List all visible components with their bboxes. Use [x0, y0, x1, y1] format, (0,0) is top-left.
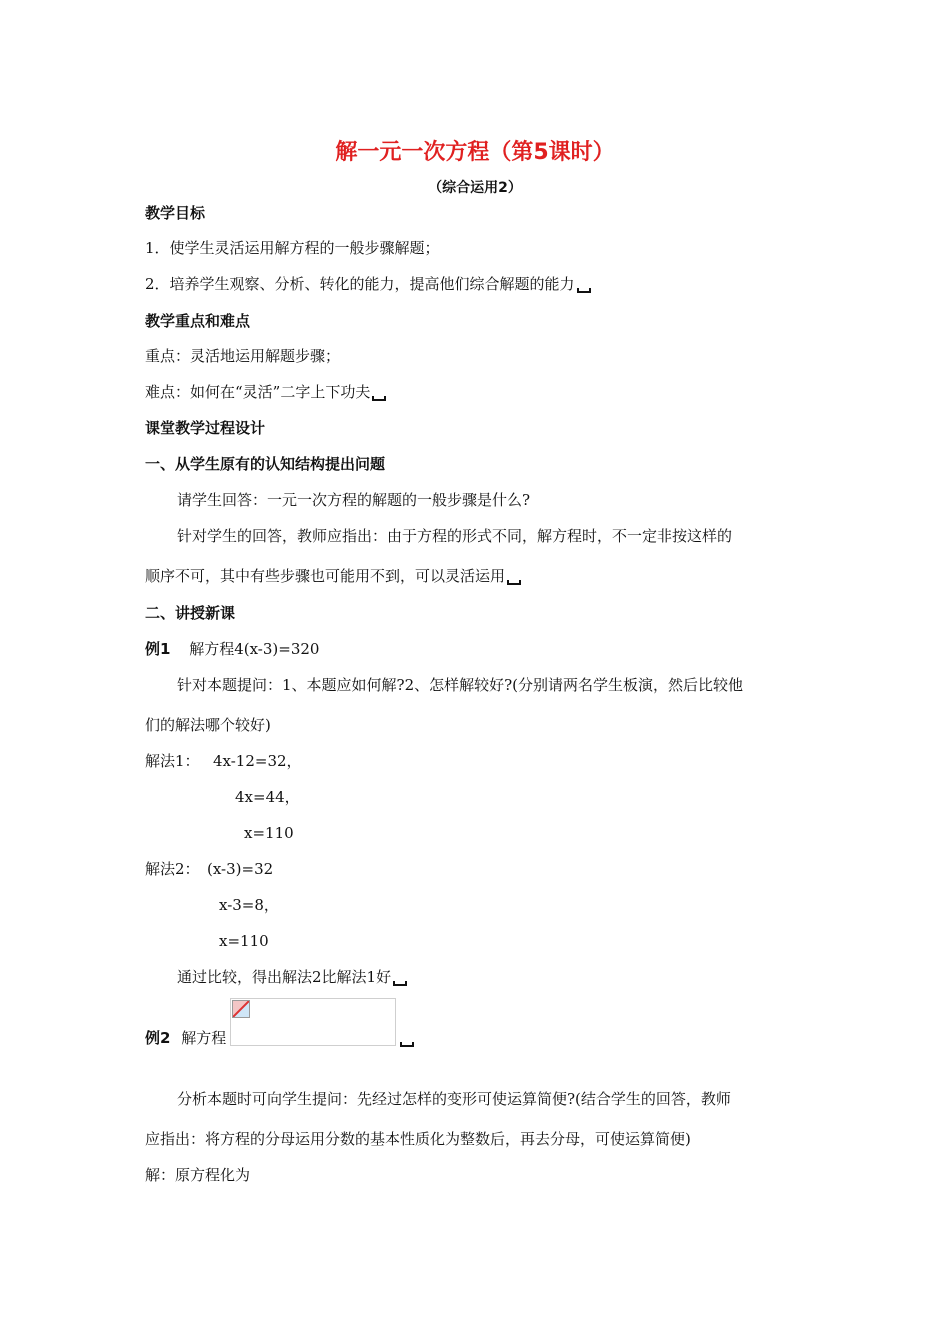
page-title: 解一元一次方程（第5课时）	[335, 140, 615, 165]
page-subtitle: （综合运用2）	[428, 180, 522, 196]
goal-item-2: 2．培养学生观察、分析、转化的能力，提高他们综合解题的能力	[145, 274, 591, 294]
goals-heading: 教学目标	[145, 204, 206, 222]
method2-label: 解法2：	[145, 860, 200, 878]
method1-label: 解法1：	[145, 752, 200, 770]
example1-question-line-2: 们的解法哪个较好)	[145, 716, 271, 734]
section1-heading: 一、从学生原有的认知结构提出问题	[145, 455, 386, 473]
example1-question-line-1: 针对本题提问：1、本题应如何解?2、怎样解较好?(分别请两名学生板演，然后比较他	[177, 676, 744, 694]
paragraph-mark-icon	[577, 288, 591, 293]
example2-label: 例2	[145, 1029, 171, 1047]
method1-step-3: x=110	[244, 824, 294, 842]
section2-heading: 二、讲授新课	[145, 604, 236, 622]
method2-step-1: (x-3)=32	[207, 860, 274, 878]
example2-problem: 解方程	[181, 1029, 227, 1047]
section1-paragraph-1: 请学生回答：一元一次方程的解题的一般步骤是什么?	[177, 491, 531, 509]
keypoint-difficulty: 难点：如何在“灵活”二字上下功夫	[145, 382, 386, 402]
paragraph-mark-icon	[372, 396, 386, 401]
example1-label: 例1	[145, 640, 171, 658]
method2-step-3: x=110	[219, 932, 269, 950]
example1-problem: 解方程4(x-3)=320	[189, 640, 320, 658]
method1-step-1: 4x-12=32，	[213, 752, 302, 770]
example2-end-mark	[398, 1028, 414, 1048]
keypoint-focus: 重点：灵活地运用解题步骤；	[145, 347, 341, 365]
paragraph-mark-icon	[507, 580, 521, 585]
method1-step-2: 4x=44，	[235, 788, 300, 806]
section1-paragraph-2-line-2: 顺序不可，其中有些步骤也可能用不到，可以灵活运用	[145, 566, 521, 586]
method2-step-2: x-3=8，	[219, 896, 279, 914]
example2-analysis-line-2: 应指出：将方程的分母运用分数的基本性质化为整数后，再去分母，可使运算简便)	[145, 1130, 691, 1148]
process-heading: 课堂教学过程设计	[145, 419, 266, 437]
equation-image-placeholder	[230, 998, 396, 1046]
goal-item-1: 1．使学生灵活运用解方程的一般步骤解题；	[145, 239, 440, 257]
example2-statement	[145, 1028, 226, 1048]
example2-analysis-line-1: 分析本题时可向学生提问：先经过怎样的变形可使运算简便?(结合学生的回答，教师	[177, 1090, 731, 1108]
example1-conclusion: 通过比较，得出解法2比解法1好	[177, 967, 407, 987]
paragraph-mark-icon	[400, 1042, 414, 1047]
paragraph-mark-icon	[393, 981, 407, 986]
broken-image-icon	[232, 1000, 250, 1018]
example2-solution-start: 解：原方程化为	[145, 1166, 251, 1184]
keypoints-heading: 教学重点和难点	[145, 312, 251, 330]
example1-statement	[145, 639, 319, 659]
section1-paragraph-2-line-1: 针对学生的回答，教师应指出：由于方程的形式不同，解方程时，不一定非按这样的	[177, 527, 733, 545]
